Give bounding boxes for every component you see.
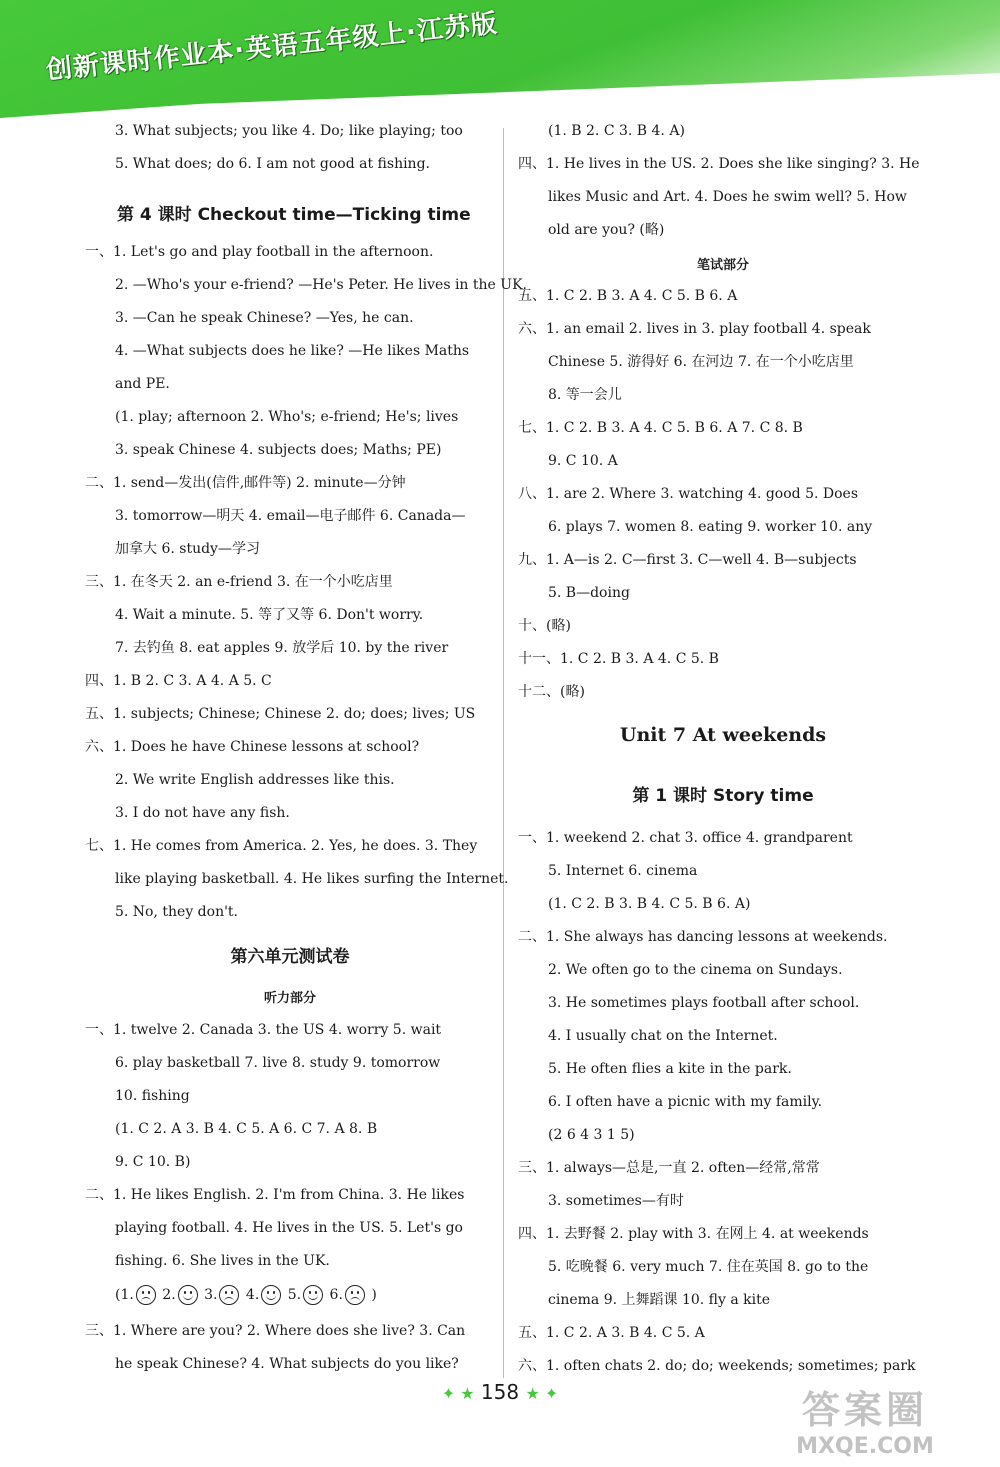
answer-line: 3. What subjects; you like 4. Do; like playing; too: [115, 123, 463, 139]
answer-line: 3. sometimes—有时: [548, 1193, 684, 1209]
face-answer-label: (1.: [115, 1287, 134, 1303]
answer-line: 6. I often have a picnic with my family.: [548, 1094, 823, 1110]
answer-line: 6. play basketball 7. live 8. study 9. tomorrow: [115, 1055, 441, 1071]
answer-line: 五、1. subjects; Chinese; Chinese 2. do; does; lives; US: [85, 706, 476, 722]
watermark-url: MXQE.COM: [796, 1434, 934, 1459]
face-answer-label: 3.: [204, 1287, 218, 1303]
answer-line: 七、1. C 2. B 3. A 4. C 5. B 6. A 7. C 8. B: [518, 420, 803, 436]
answer-line: 7. 去钓鱼 8. eat apples 9. 放学后 10. by the river: [115, 640, 449, 656]
answer-line: 4. —What subjects does he like? —He likes Maths: [115, 343, 470, 359]
face-answer-label: 2.: [162, 1287, 176, 1303]
watermark-logo-text: 答案圈: [801, 1388, 928, 1432]
star-icon: ✦ ★: [441, 1384, 475, 1403]
answer-line: 四、1. He lives in the US. 2. Does she like singing? 3. He: [518, 156, 920, 172]
star-icon: ★ ✦: [525, 1384, 559, 1403]
answer-line: 六、1. often chats 2. do; do; weekends; sometimes; park: [518, 1358, 916, 1374]
answer-line: Chinese 5. 游得好 6. 在河边 7. 在一个小吃店里: [548, 354, 854, 370]
answer-line: 5. What does; do 6. I am not good at fishing.: [115, 156, 430, 172]
answer-line: 八、1. are 2. Where 3. watching 4. good 5. Does: [518, 486, 859, 502]
answer-line: like playing basketball. 4. He likes surfing the Internet.: [115, 871, 509, 887]
answer-line: 六、1. an email 2. lives in 3. play football 4. speak: [518, 321, 871, 337]
face-answer-label: 4.: [245, 1287, 260, 1303]
subsection-heading: 笔试部分: [696, 258, 749, 273]
answer-line: 一、1. twelve 2. Canada 3. the US 4. worry 5. wait: [85, 1022, 442, 1038]
face-answer-label: 5.: [287, 1287, 302, 1303]
section-heading: 第六单元测试卷: [230, 947, 350, 967]
lesson-heading: 第 4 课时 Checkout time—Ticking time: [117, 205, 471, 225]
answer-line: he speak Chinese? 4. What subjects do you like?: [115, 1356, 459, 1372]
answer-line: 十一、1. C 2. B 3. A 4. C 5. B: [518, 651, 719, 667]
answer-line: (1. B 2. C 3. B 4. A): [548, 123, 685, 139]
face-answers-row: (1. 2. 3. 4. 5. 6. ): [115, 1287, 377, 1303]
sad-face-icon: [219, 1285, 239, 1305]
answer-line: old are you? (略): [548, 222, 665, 238]
answer-line: 二、1. He likes English. 2. I'm from China. 3. He likes: [85, 1187, 465, 1203]
answer-line: 4. I usually chat on the Internet.: [548, 1028, 778, 1044]
answer-line: 2. We write English addresses like this.: [115, 772, 395, 788]
answer-line: 6. plays 7. women 8. eating 9. worker 10. any: [548, 519, 873, 535]
answer-line: 三、1. always—总是,一直 2. often—经常,常常: [518, 1160, 820, 1176]
answer-line: (2 6 4 3 1 5): [548, 1127, 635, 1143]
answer-line: 二、1. send—发出(信件,邮件等) 2. minute—分钟: [85, 475, 406, 491]
answer-line: 3. I do not have any fish.: [115, 805, 290, 821]
answer-line: likes Music and Art. 4. Does he swim well? 5. How: [548, 189, 907, 205]
answer-line: 5. 吃晚餐 6. very much 7. 住在英国 8. go to the: [548, 1259, 869, 1275]
answer-line: 2. —Who's your e-friend? —He's Peter. He lives in the UK.: [115, 277, 527, 293]
sad-face-icon: [345, 1285, 365, 1305]
answer-line: 加拿大 6. study—学习: [115, 541, 260, 557]
answer-line: 9. C 10. B): [115, 1154, 191, 1170]
answer-line: 五、1. C 2. B 3. A 4. C 5. B 6. A: [518, 288, 738, 304]
answer-line: 七、1. He comes from America. 2. Yes, he does. 3. They: [85, 838, 478, 854]
answer-line: 3. tomorrow—明天 4. email—电子邮件 6. Canada—: [115, 508, 466, 524]
answer-line: 十、(略): [518, 618, 571, 634]
answer-line: 九、1. A—is 2. C—first 3. C—well 4. B—subjects: [518, 552, 857, 568]
answer-line: 四、1. 去野餐 2. play with 3. 在网上 4. at weekends: [518, 1226, 869, 1242]
answer-line: 一、1. Let's go and play football in the afternoon.: [85, 244, 434, 260]
answer-line: 六、1. Does he have Chinese lessons at school?: [85, 739, 420, 755]
page-number: 158: [480, 1380, 520, 1404]
subsection-heading: 听力部分: [263, 991, 316, 1006]
answer-line: 5. Internet 6. cinema: [548, 863, 698, 879]
answer-line: 8. 等一会儿: [548, 387, 622, 403]
answer-line: 三、1. 在冬天 2. an e-friend 3. 在一个小吃店里: [85, 574, 393, 590]
answer-line: (1. C 2. A 3. B 4. C 5. A 6. C 7. A 8. B: [115, 1121, 378, 1137]
answer-line: (1. play; afternoon 2. Who's; e-friend; He's; lives: [115, 409, 459, 425]
section-heading: 第 1 课时 Story time: [632, 786, 814, 806]
answer-line: (1. C 2. B 3. B 4. C 5. B 6. A): [548, 896, 751, 912]
answer-line: 4. Wait a minute. 5. 等了又等 6. Don't worry.: [115, 607, 424, 623]
answer-line: 3. —Can he speak Chinese? —Yes, he can.: [115, 310, 414, 326]
answer-line: 二、1. She always has dancing lessons at weekends.: [518, 929, 888, 945]
answer-line: 三、1. Where are you? 2. Where does she live? 3. Can: [85, 1323, 466, 1339]
face-answer-label: 6.: [329, 1287, 343, 1303]
column-divider: [503, 128, 504, 1378]
happy-face-icon: [303, 1285, 323, 1305]
watermark: [750, 1379, 980, 1459]
answer-line: 5. He often flies a kite in the park.: [548, 1061, 792, 1077]
answer-line: and PE.: [115, 376, 170, 392]
happy-face-icon: [178, 1285, 198, 1305]
book-title: 创新课时作业本·英语五年级上·江苏版: [44, 8, 500, 87]
unit-title: Unit 7 At weekends: [619, 724, 827, 746]
answer-line: 四、1. B 2. C 3. A 4. A 5. C: [85, 673, 272, 689]
answer-line: playing football. 4. He lives in the US. 5. Let's go: [115, 1220, 463, 1236]
answer-line: 五、1. C 2. A 3. B 4. C 5. A: [518, 1325, 705, 1341]
answer-line: 10. fishing: [115, 1088, 190, 1104]
happy-face-icon: [261, 1285, 281, 1305]
answer-line: 3. speak Chinese 4. subjects does; Maths; PE): [115, 442, 442, 458]
sad-face-icon: [136, 1285, 156, 1305]
answer-line: 一、1. weekend 2. chat 3. office 4. grandparent: [518, 830, 853, 846]
answer-line: 十二、(略): [518, 684, 585, 700]
answer-line: 5. B—doing: [548, 585, 630, 601]
answer-line: 2. We often go to the cinema on Sundays.: [548, 962, 843, 978]
answer-line: fishing. 6. She lives in the UK.: [115, 1253, 330, 1269]
answer-line: 3. He sometimes plays football after school.: [548, 995, 860, 1011]
answer-line: 5. No, they don't.: [115, 904, 239, 920]
answer-line: 9. C 10. A: [548, 453, 618, 469]
answer-line: cinema 9. 上舞蹈课 10. fly a kite: [548, 1292, 771, 1308]
